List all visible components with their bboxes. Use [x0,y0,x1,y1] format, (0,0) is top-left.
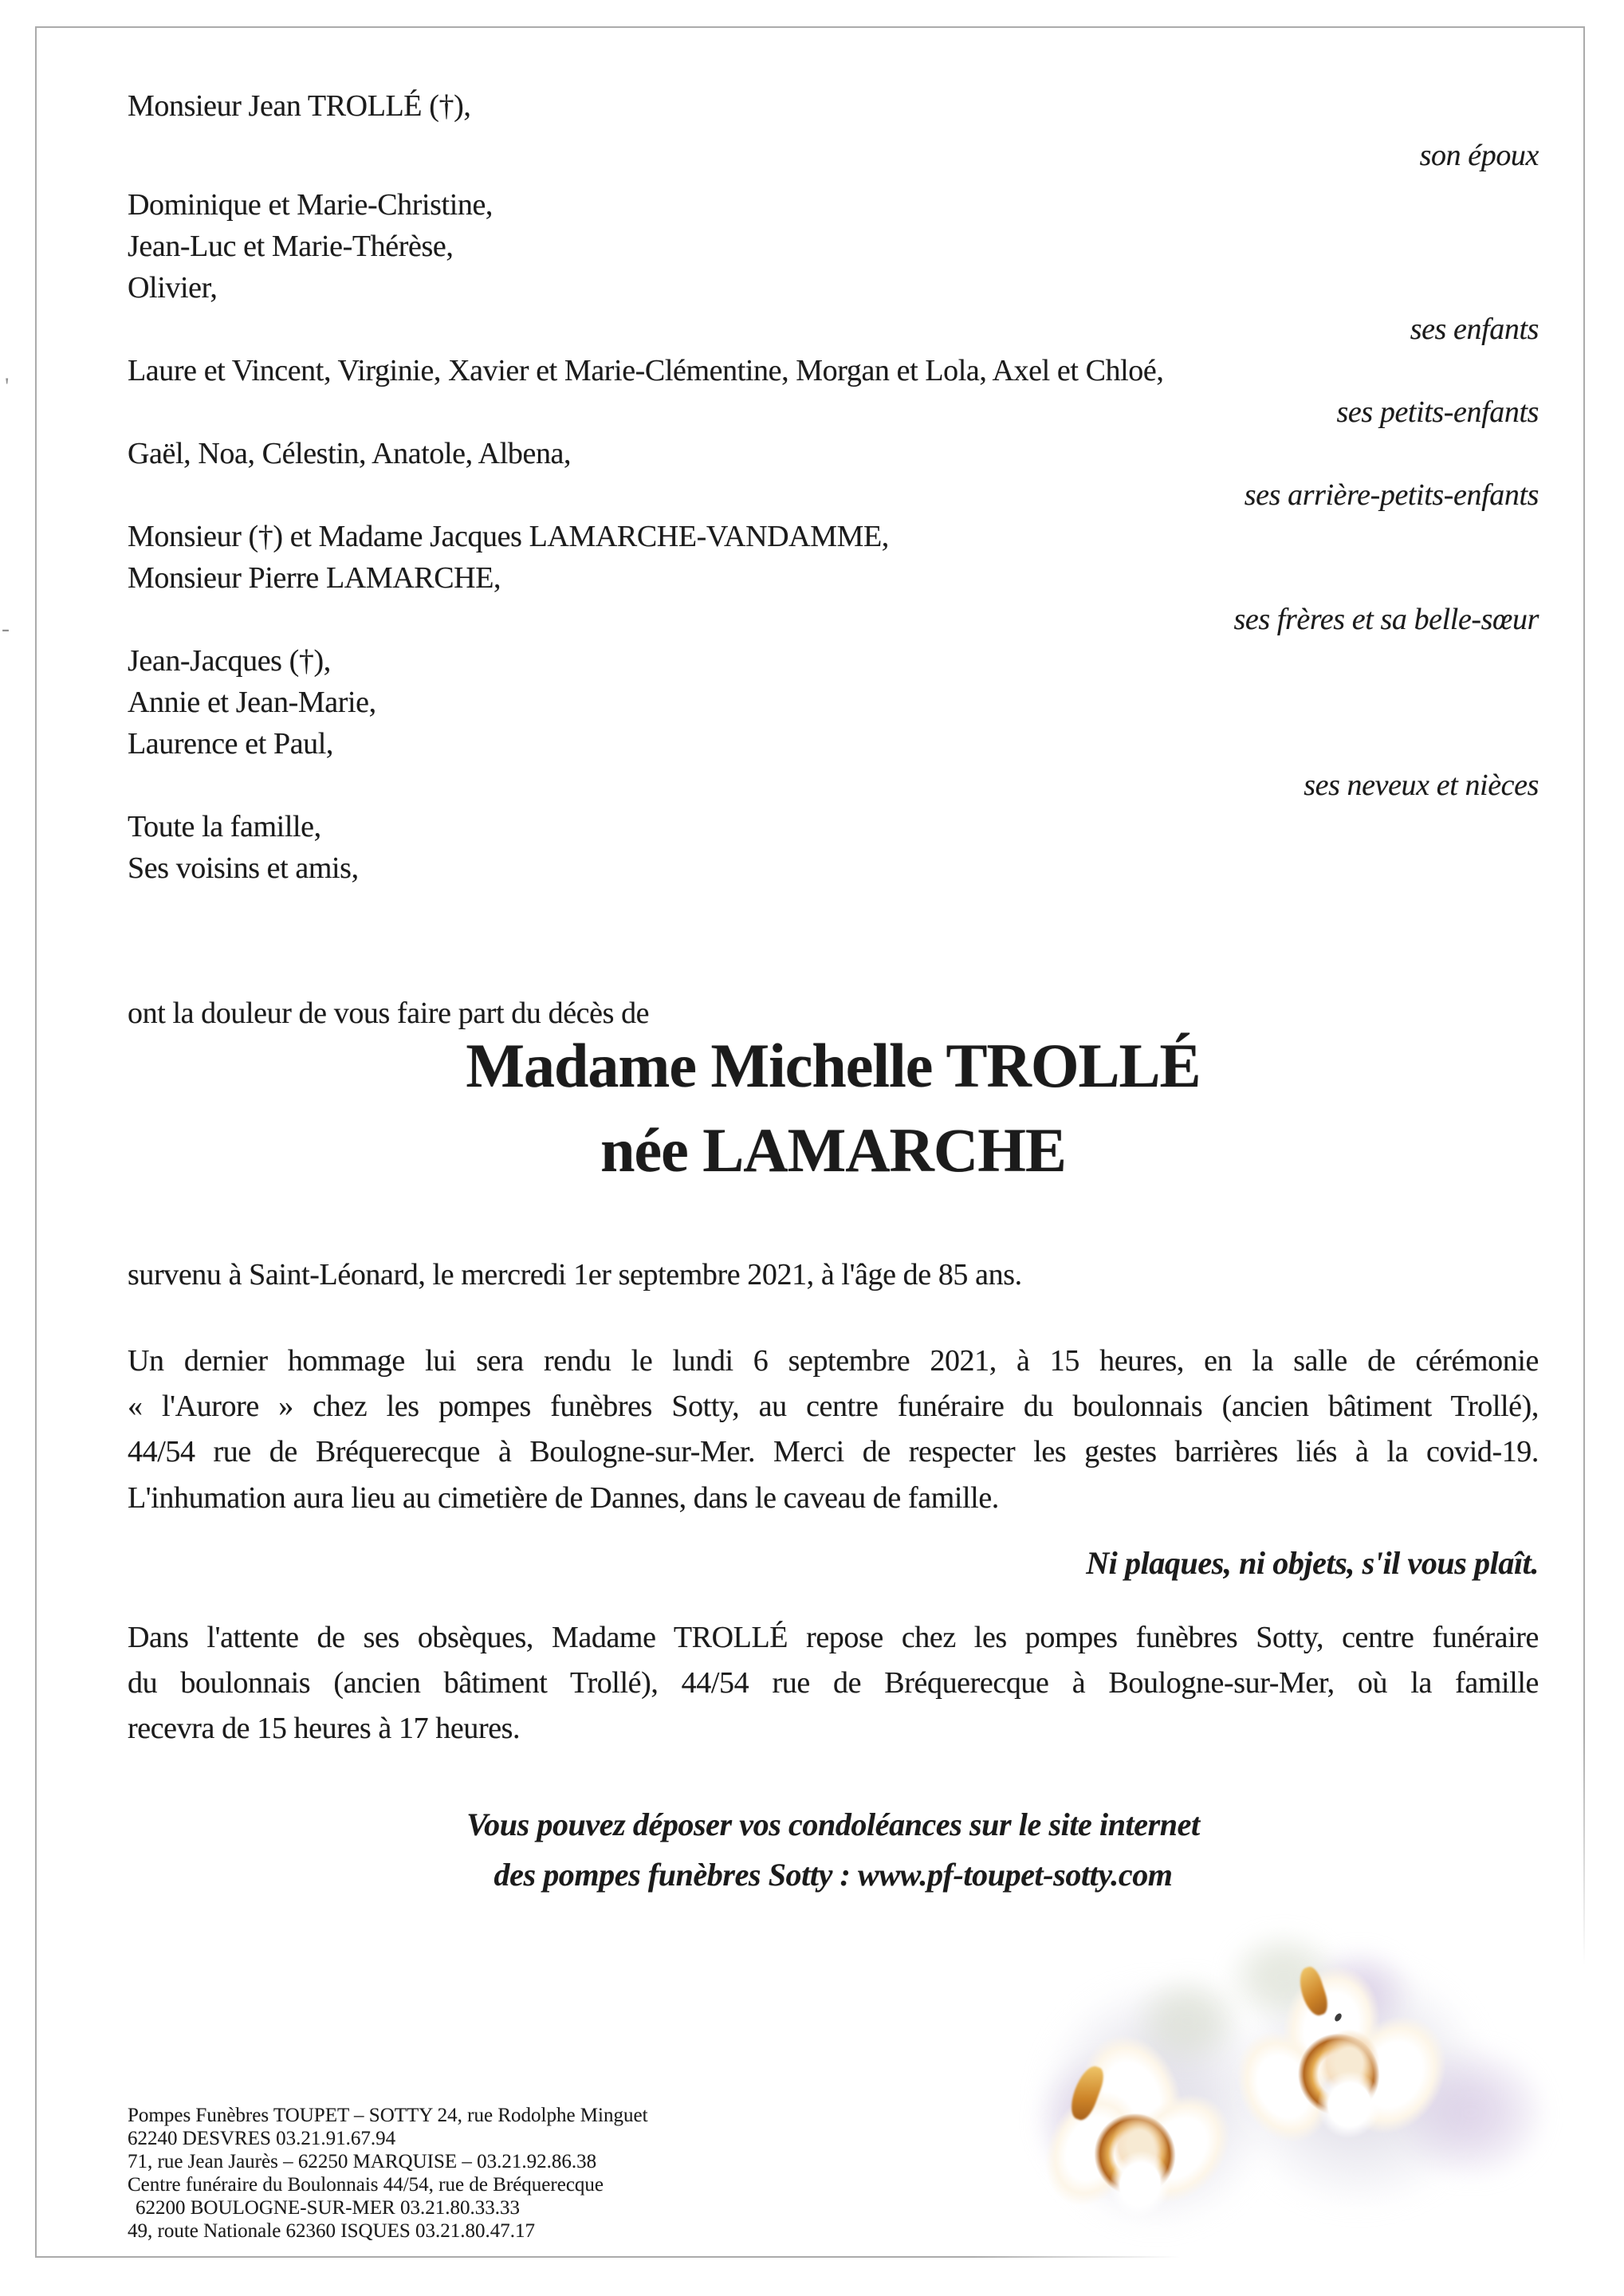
scan-artifact-mark: ' [5,373,10,399]
footer-address-line3: 71, rue Jean Jaurès – 62250 MARQUISE – 03.21.92.86.38 [128,2151,597,2172]
family-line-nephews-2: Annie et Jean-Marie, [128,686,376,719]
footer-address-line1: Pompes Funèbres TOUPET – SOTTY 24, rue Rodolphe Minguet [128,2105,648,2126]
family-line-brothers-1: Monsieur (†) et Madame Jacques LAMARCHE-VANDAMME, [128,520,889,553]
scan-artifact-mark: - [2,615,10,642]
family-line-neighbors: Ses voisins et amis, [128,851,359,885]
relation-label-brothers: ses frères et sa belle-sœur [1233,603,1539,636]
footer-address-line2: 62240 DESVRES 03.21.91.67.94 [128,2128,396,2149]
family-line-children-1: Dominique et Marie-Christine, [128,188,493,222]
relation-label-spouse: son époux [1419,139,1539,172]
repose-paragraph-line2: du boulonnais (ancien bâtiment Trollé), 44/54 rue de Bréquerecque à Boulogne-sur-Mer, où la famille [128,1666,1539,1700]
family-line-grandchildren: Laure et Vincent, Virginie, Xavier et Marie-Clémentine, Morgan et Lola, Axel et Chloé, [128,354,1164,387]
repose-paragraph-line1: Dans l'attente de ses obsèques, Madame TROLLÉ repose chez les pompes funèbres Sotty, centre funéraire [128,1621,1539,1654]
footer-address-line4: Centre funéraire du Boulonnais 44/54, rue de Bréquerecque [128,2174,604,2196]
repose-paragraph-line3: recevra de 15 heures à 17 heures. [128,1712,521,1745]
burial-text: L'inhumation aura lieu au cimetière de Dannes, dans le caveau de famille. [128,1481,999,1515]
family-line-children-3: Olivier, [128,271,218,305]
family-line-husband: Monsieur Jean TROLLÉ (†), [128,89,471,123]
condolences-line1: Vous pouvez déposer vos condoléances sur le site internet [466,1807,1200,1842]
footer-address-line6: 49, route Nationale 62360 ISQUES 03.21.80.47.17 [128,2220,536,2242]
condolences-website-line: des pompes funèbres Sotty : www.pf-toupet-sotty.com [493,1857,1173,1893]
family-line-children-2: Jean-Luc et Marie-Thérèse, [128,230,454,263]
relation-label-nephews: ses neveux et nièces [1304,769,1539,802]
homage-paragraph-line1: Un dernier hommage lui sera rendu le lundi 6 septembre 2021, à 15 heures, en la salle de cérémonie [128,1344,1539,1378]
deceased-name-line2: née LAMARCHE [600,1115,1066,1185]
death-notice-text: survenu à Saint-Léonard, le mercredi 1er septembre 2021, à l'âge de 85 ans. [128,1258,1022,1292]
homage-paragraph-line3: 44/54 rue de Bréquerecque à Boulogne-sur-Mer. Merci de respecter les gestes barrières liés à la covid-19. [128,1435,1539,1468]
family-line-whole-family: Toute la famille, [128,810,321,843]
announcement-text: ont la douleur de vous faire part du décès de [128,997,650,1030]
orchid-flower-right [1240,1957,1447,2228]
relation-label-children: ses enfants [1410,313,1539,346]
family-line-brothers-2: Monsieur Pierre LAMARCHE, [128,561,501,595]
footer-address-line5: 62200 BOULOGNE-SUR-MER 03.21.80.33.33 [136,2197,520,2219]
no-plaques-request: Ni plaques, ni objets, s'il vous plaît. [1086,1545,1539,1581]
scan-border-bottom [35,2256,1180,2258]
relation-label-greatgrandchildren: ses arrière-petits-enfants [1244,478,1539,512]
family-line-nephews-3: Laurence et Paul, [128,727,334,761]
scan-border-left [35,26,37,2258]
scan-border-top [35,26,1585,28]
relation-label-grandchildren: ses petits-enfants [1336,395,1539,429]
family-line-nephews-1: Jean-Jacques (†), [128,644,331,678]
homage-paragraph-line2: « l'Aurore » chez les pompes funèbres Sotty, au centre funéraire du boulonnais (ancien bâtiment Trollé), [128,1390,1539,1423]
scan-border-right [1583,26,1585,1965]
deceased-name-line1: Madame Michelle TROLLÉ [466,1031,1201,1100]
family-line-greatgrandchildren: Gaël, Noa, Célestin, Anatole, Albena, [128,437,572,470]
